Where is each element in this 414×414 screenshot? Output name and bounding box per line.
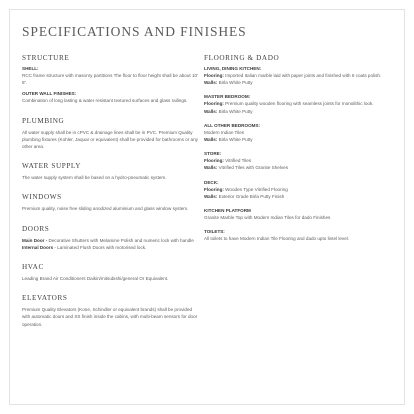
windows-heading: WINDOWS [22, 193, 62, 202]
flooring-line-text: All toilets to have Modern Indian Tile Flooring and dado upto lintel level. [204, 236, 350, 242]
flooring-item-text [204, 214, 382, 221]
flooring-line-text: Birla White Putty [217, 108, 253, 114]
flooring-item [204, 123, 382, 143]
flooring-line [204, 235, 382, 242]
flooring-line [204, 72, 382, 79]
flooring-line-label: Walls: [204, 80, 218, 86]
hvac-heading: HVAC [22, 263, 44, 272]
flooring-item [204, 66, 382, 86]
outer-wall-text: Combination of long lasting & water resistant textured surfaces and glass railings. [22, 98, 188, 104]
flooring-line [204, 108, 382, 115]
flooring-line-text: Premium quality wooden flooring with seamless joints for monolithic look. [223, 101, 374, 107]
flooring-item-title: ALL OTHER BEDROOMS: [204, 122, 261, 128]
flooring-line-label: Walls: [204, 165, 218, 171]
flooring-item-text [204, 186, 382, 200]
flooring-item [204, 94, 382, 114]
flooring-line [204, 79, 382, 86]
outer-wall-label: OUTER WALL FINISHES: [22, 91, 77, 97]
elevators-section [22, 294, 200, 328]
flooring-line-text: Vitrified Tiles with Granite Shelves [217, 165, 288, 171]
flooring-heading: FLOORING & DADO [204, 54, 280, 62]
page-title: SPECIFICATIONS AND FINISHES [22, 24, 247, 39]
flooring-item-text [204, 100, 382, 114]
shell-text: RCC frame structure with masonry partitions The floor to floor height shall be about 10' 6". [22, 73, 198, 86]
main-door-label: Main Door - [22, 237, 48, 243]
windows-section [22, 193, 200, 212]
main-door-desc: Decorative Shutters with Melamine Polish and numeric lock with handle [47, 237, 194, 243]
flooring-line-text: Birla White Putty [217, 137, 253, 143]
hvac-section [22, 263, 200, 282]
flooring-line [204, 129, 382, 136]
flooring-item-title: KITCHEN PLATFORM [204, 208, 251, 214]
plumbing-section [22, 117, 200, 151]
internal-door-desc: - Laminated Flush Doors with motorised lock. [53, 244, 147, 250]
flooring-item [204, 229, 382, 242]
flooring-item-text [204, 129, 382, 143]
water-supply-section [22, 162, 200, 181]
flooring-item [204, 180, 382, 200]
flooring-line-text: Wooden Type Vitrified Flooring [223, 186, 288, 192]
flooring-item-title: LIVING, DINING KITCHEN: [204, 66, 262, 71]
plumbing-text: All water supply shall be in cPVC & drainage lines shall be in PVC. Premium Quality plumbing fixtures (Kohler, Jaquar or equivalent) shall be provided for bathrooms or any other area. [22, 129, 198, 150]
flooring-item-title: TOILETS: [204, 229, 225, 235]
flooring-line [204, 164, 382, 171]
elevators-heading: ELEVATORS [22, 294, 68, 303]
flooring-line-text: Granite Marble Top with Modern Indian Tiles for dado Finishes [204, 215, 331, 221]
left-column [22, 54, 200, 340]
flooring-line [204, 214, 382, 221]
structure-section [22, 54, 200, 105]
windows-text: Premium quality, noise free sliding anodized aluminium and glass window system. [22, 206, 189, 212]
flooring-item [204, 151, 382, 171]
structure-heading: STRUCTURE [22, 54, 70, 62]
flooring-line-label: Flooring: [204, 101, 224, 107]
flooring-line-label: Flooring: [204, 186, 224, 192]
shell-label: SHELL: [22, 66, 39, 71]
internal-door-text [22, 244, 200, 251]
flooring-line [204, 157, 382, 164]
flooring-item-text [204, 235, 382, 242]
flooring-line-label: Walls: [204, 137, 218, 143]
flooring-line-text: Birla White Putty [217, 80, 253, 86]
flooring-item-title: MASTER BEDROOM: [204, 94, 251, 100]
plumbing-heading: PLUMBING [22, 116, 65, 125]
flooring-list [204, 66, 382, 242]
flooring-line-text: Vitrified Tiles [223, 158, 252, 164]
flooring-line [204, 186, 382, 193]
flooring-line [204, 100, 382, 107]
flooring-line-label: Walls: [204, 108, 218, 114]
water-supply-text: The water supply system shall be based on a hydro-pneumatic system. [22, 175, 167, 181]
main-door-text [22, 237, 200, 244]
flooring-line-text: Modern Indian Tiles [204, 129, 245, 135]
internal-door-label: Internal Doors [22, 244, 54, 250]
flooring-item-title: STORE: [204, 151, 222, 157]
flooring-line-label: Flooring: [204, 158, 224, 164]
hvac-text: Leading Brand Air Conditioners Daikin/mitsubishi/general Or Equivalent. [22, 276, 169, 282]
flooring-line-text: Exterior Grade Birla Putty Finish [217, 193, 285, 199]
flooring-line [204, 193, 382, 200]
flooring-line-label: Walls: [204, 193, 218, 199]
flooring-line-label: Flooring: [204, 73, 224, 78]
doors-section [22, 225, 200, 251]
flooring-line [204, 136, 382, 143]
right-column [204, 54, 382, 250]
doors-heading: DOORS [22, 224, 50, 233]
flooring-item-title: DECK: [204, 179, 219, 185]
water-supply-heading: WATER SUPPLY [22, 162, 81, 171]
spec-page [9, 9, 405, 405]
elevators-text: Premium Quality Elevators (Kone, Schindler or equivalent brands) shall be provided with automatic doors and SS finish inside the cabins, with multi-beam sensors for door operation. [22, 307, 198, 327]
flooring-item-text [204, 72, 382, 86]
flooring-item [204, 208, 382, 221]
flooring-item-text [204, 157, 382, 171]
flooring-line-text: Imported Italian marble laid with paper joints and finished with 6 coats polish. [223, 73, 382, 78]
